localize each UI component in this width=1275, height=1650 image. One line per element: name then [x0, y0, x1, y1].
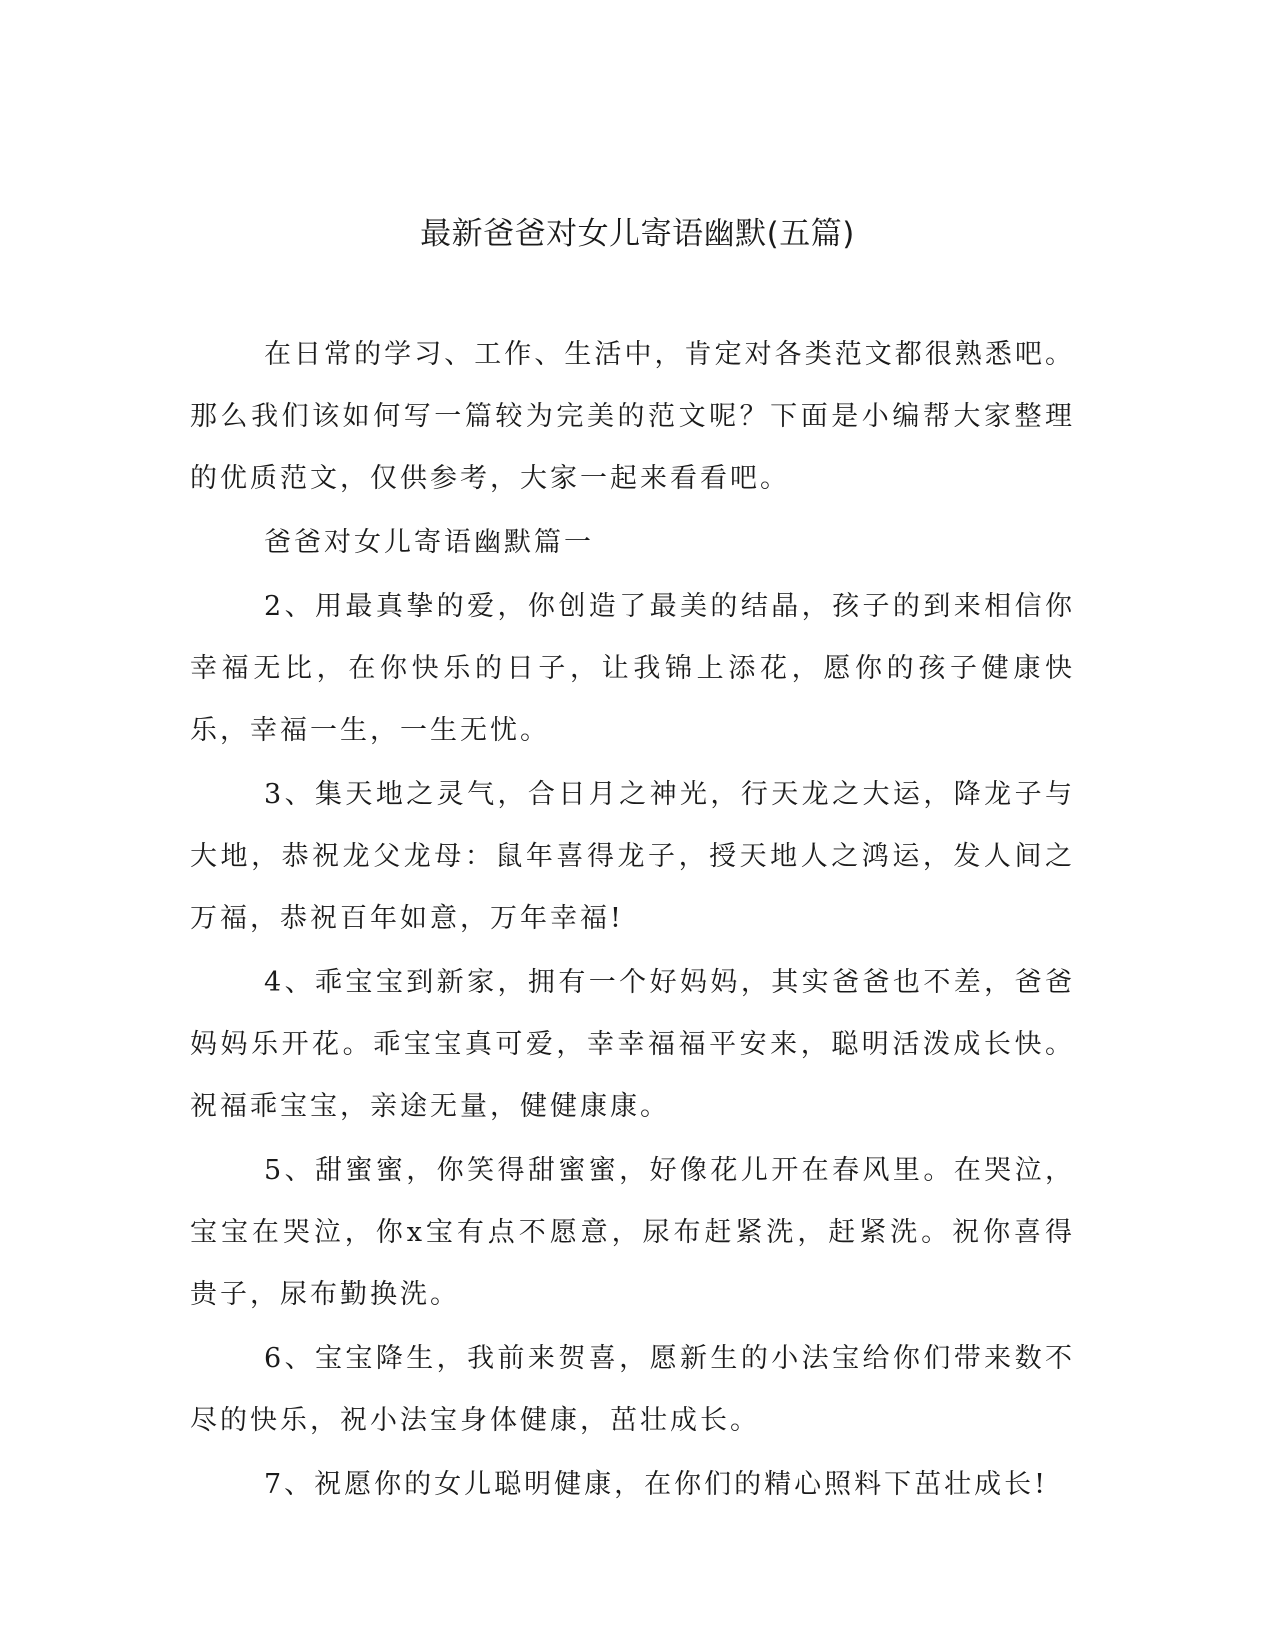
document-body	[190, 324, 1075, 1518]
page-title: 最新爸爸对女儿寄语幽默(五篇)	[420, 216, 855, 252]
list-item-2: 2、用最真挚的爱，你创造了最美的结晶，孩子的到来相信你幸福无比，在你快乐的日子，让我锦上添花，愿你的孩子健康快乐，幸福一生，一生无忧。	[190, 591, 1075, 746]
list-item-3: 3、集天地之灵气，合日月之神光，行天龙之大运，降龙子与大地，恭祝龙父龙母：鼠年喜得龙子，授天地人之鸿运，发人间之万福，恭祝百年如意，万年幸福!	[190, 779, 1075, 934]
list-item-7: 7、祝愿你的女儿聪明健康，在你们的精心照料下茁壮成长!	[264, 1469, 1049, 1500]
section-heading: 爸爸对女儿寄语幽默篇一	[264, 527, 594, 558]
list-item-5: 5、甜蜜蜜，你笑得甜蜜蜜，好像花儿开在春风里。在哭泣，宝宝在哭泣，你x宝有点不愿意，尿布赶紧洗，赶紧洗。祝你喜得贵子，尿布勤换洗。	[190, 1155, 1075, 1310]
list-item-6: 6、宝宝降生，我前来贺喜，愿新生的小法宝给你们带来数不尽的快乐，祝小法宝身体健康，茁壮成长。	[190, 1343, 1075, 1436]
list-item-4: 4、乖宝宝到新家，拥有一个好妈妈，其实爸爸也不差，爸爸妈妈乐开花。乖宝宝真可爱，幸幸福福平安来，聪明活泼成长快。祝福乖宝宝，亲途无量，健健康康。	[190, 967, 1075, 1122]
intro-paragraph: 在日常的学习、工作、生活中，肯定对各类范文都很熟悉吧。那么我们该如何写一篇较为完美的范文呢？下面是小编帮大家整理的优质范文，仅供参考，大家一起来看看吧。	[190, 339, 1075, 494]
